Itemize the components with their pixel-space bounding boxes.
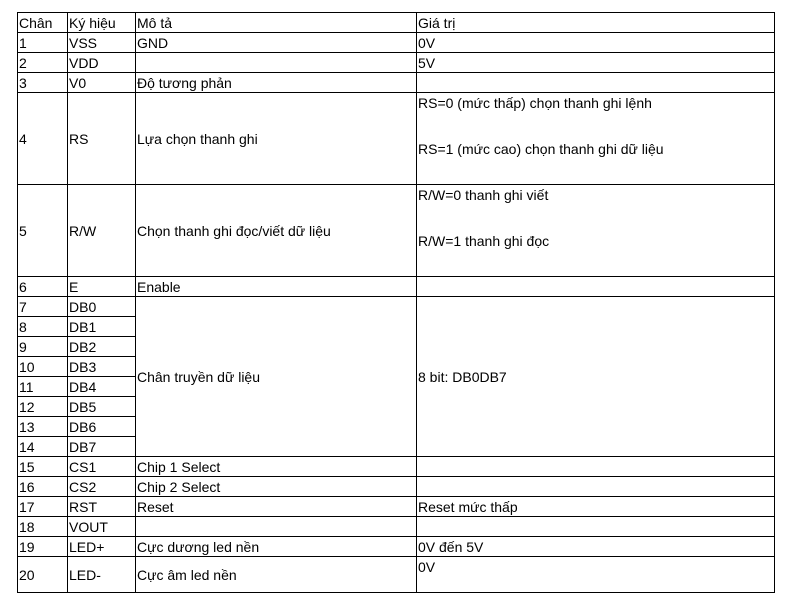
value-cell [417, 457, 775, 477]
value-line: RS=0 (mức thấp) chọn thanh ghi lệnh [418, 95, 652, 111]
data-bus-desc-cell: Chân truyền dữ liệu [136, 297, 417, 457]
table-row [18, 517, 775, 537]
symbol-cell: VSS [68, 33, 136, 53]
table-row [18, 73, 775, 93]
symbol-cell: R/W [68, 185, 136, 277]
header-cell: Mô tả [136, 13, 417, 33]
header-cell: Giá trị [417, 13, 775, 33]
desc-cell: Cực âm led nền [136, 557, 417, 593]
value-line: R/W=0 thanh ghi viết [418, 187, 549, 203]
desc-cell: Cực dương led nền [136, 537, 417, 557]
pin-cell: 19 [18, 537, 68, 557]
pin-cell: 11 [18, 377, 68, 397]
pin-cell: 1 [18, 33, 68, 53]
pin-cell: 12 [18, 397, 68, 417]
table-row [18, 557, 775, 593]
header-cell: Ký hiệu [68, 13, 136, 33]
symbol-cell: DB2 [68, 337, 136, 357]
symbol-cell: DB0 [68, 297, 136, 317]
symbol-cell: LED+ [68, 537, 136, 557]
value-cell: 0V [417, 33, 775, 53]
pin-cell: 14 [18, 437, 68, 457]
pin-cell: 9 [18, 337, 68, 357]
pin-cell: 20 [18, 557, 68, 593]
desc-cell [136, 53, 417, 73]
table-row [18, 93, 775, 185]
pin-cell: 13 [18, 417, 68, 437]
pin-cell: 5 [18, 185, 68, 277]
pin-cell: 4 [18, 93, 68, 185]
desc-cell: GND [136, 33, 417, 53]
symbol-cell: RST [68, 497, 136, 517]
symbol-cell: DB1 [68, 317, 136, 337]
pin-cell: 3 [18, 73, 68, 93]
value-cell [417, 277, 775, 297]
table-header-row [18, 13, 775, 33]
desc-cell: Chip 1 Select [136, 457, 417, 477]
value-cell [417, 477, 775, 497]
table-row [18, 477, 775, 497]
symbol-cell: VOUT [68, 517, 136, 537]
pin-cell: 6 [18, 277, 68, 297]
symbol-cell: VDD [68, 53, 136, 73]
pin-cell: 10 [18, 357, 68, 377]
desc-cell: Độ tương phản [136, 73, 417, 93]
symbol-cell: E [68, 277, 136, 297]
pin-cell: 7 [18, 297, 68, 317]
table-row [18, 537, 775, 557]
value-cell: 5V [417, 53, 775, 73]
table-row [18, 185, 775, 277]
symbol-cell: DB5 [68, 397, 136, 417]
pin-cell: 17 [18, 497, 68, 517]
symbol-cell: RS [68, 93, 136, 185]
table-row [18, 497, 775, 517]
pin-cell: 8 [18, 317, 68, 337]
value-cell: 0V [417, 557, 775, 593]
table-row [18, 297, 775, 317]
symbol-cell: DB7 [68, 437, 136, 457]
desc-cell: Chọn thanh ghi đọc/viết dữ liệu [136, 185, 417, 277]
pin-cell: 2 [18, 53, 68, 73]
symbol-cell: CS1 [68, 457, 136, 477]
desc-cell: Lựa chọn thanh ghi [136, 93, 417, 185]
symbol-cell: LED- [68, 557, 136, 593]
table-row [18, 53, 775, 73]
desc-cell: Enable [136, 277, 417, 297]
value-cell [417, 185, 775, 277]
table-row [18, 33, 775, 53]
value-cell: Reset mức thấp [417, 497, 775, 517]
symbol-cell: DB3 [68, 357, 136, 377]
pin-cell: 16 [18, 477, 68, 497]
pin-cell: 15 [18, 457, 68, 477]
pin-table [17, 12, 775, 593]
desc-cell [136, 517, 417, 537]
table-row [18, 277, 775, 297]
desc-cell: Reset [136, 497, 417, 517]
pin-cell: 18 [18, 517, 68, 537]
value-line: RS=1 (mức cao) chọn thanh ghi dữ liệu [418, 141, 664, 157]
header-cell: Chân [18, 13, 68, 33]
symbol-cell: V0 [68, 73, 136, 93]
data-bus-value-cell: 8 bit: DB0DB7 [417, 297, 775, 457]
table-row [18, 457, 775, 477]
value-cell: 0V đến 5V [417, 537, 775, 557]
symbol-cell: DB6 [68, 417, 136, 437]
value-cell [417, 73, 775, 93]
symbol-cell: CS2 [68, 477, 136, 497]
desc-cell: Chip 2 Select [136, 477, 417, 497]
value-line: R/W=1 thanh ghi đọc [418, 233, 550, 249]
symbol-cell: DB4 [68, 377, 136, 397]
value-cell [417, 93, 775, 185]
value-cell [417, 517, 775, 537]
